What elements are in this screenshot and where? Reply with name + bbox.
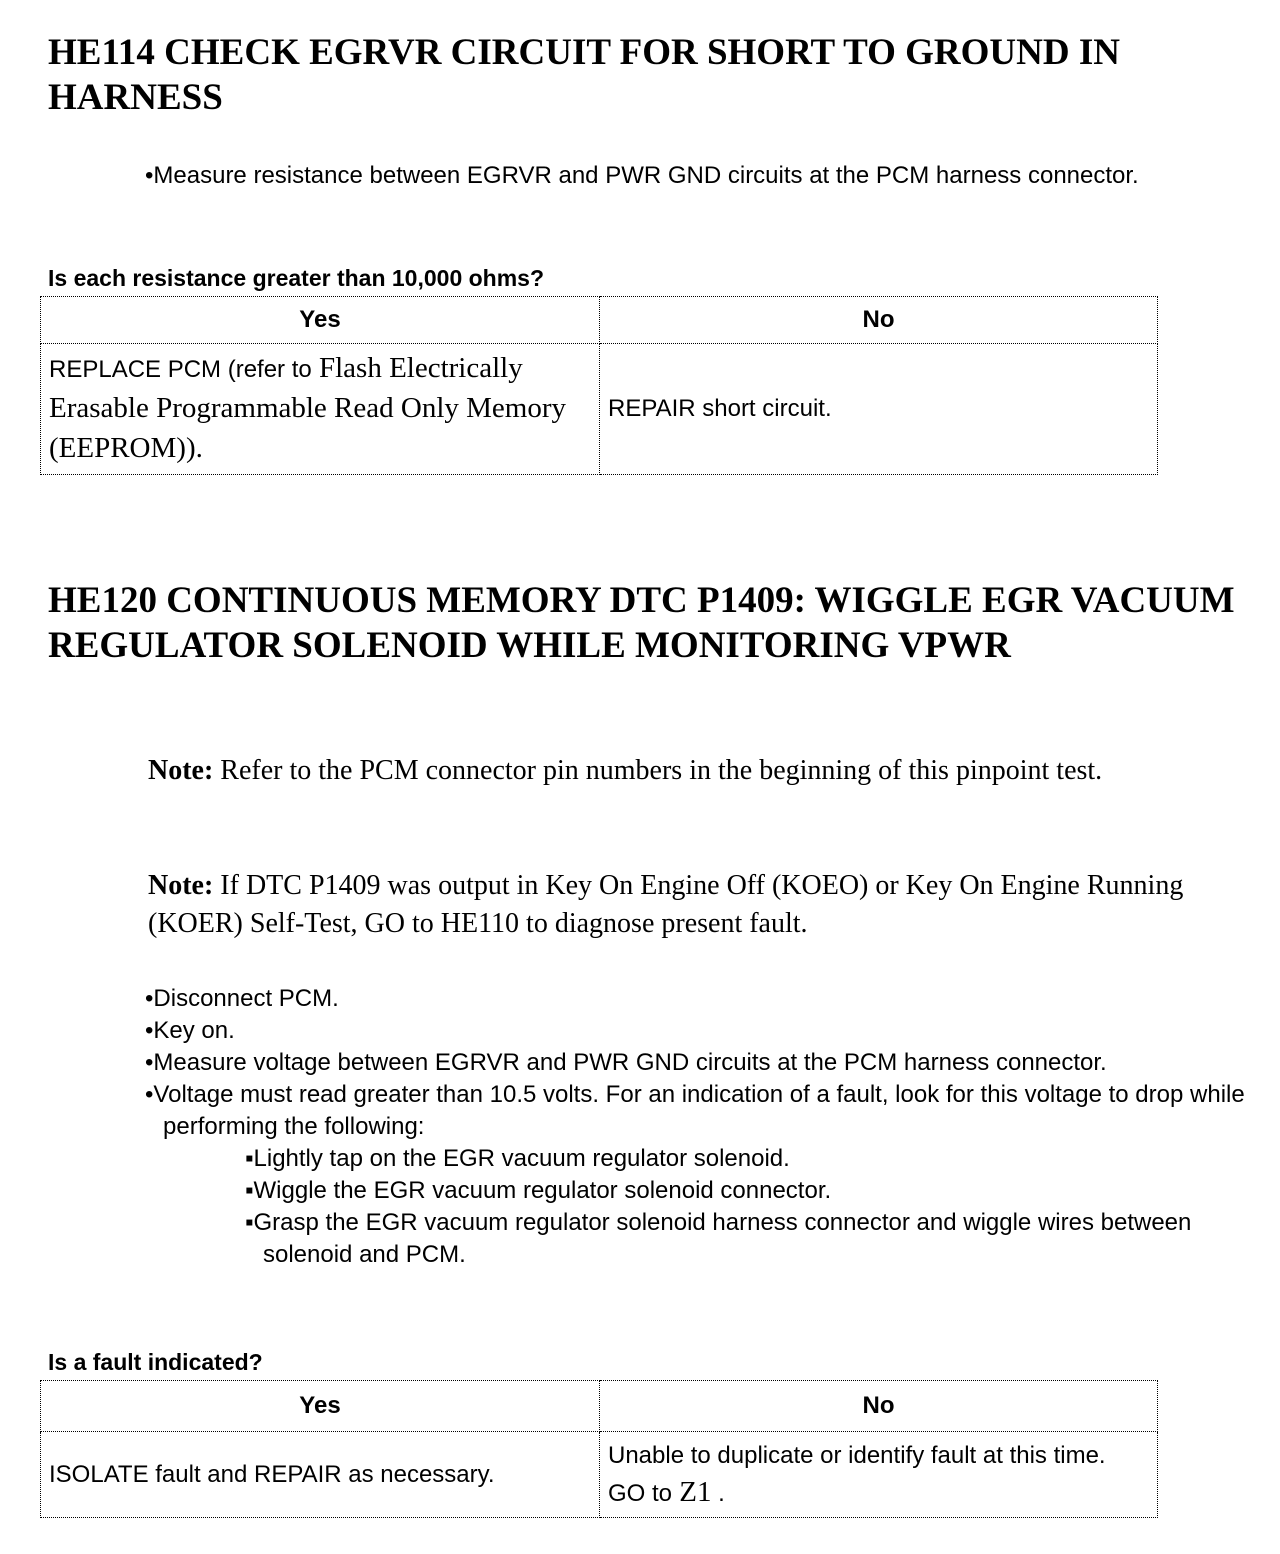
no-cell <box>600 1432 1158 1518</box>
z1-link[interactable]: Z1 <box>672 1476 712 1508</box>
step-list <box>130 983 1260 1271</box>
yes-text: REPLACE PCM (refer to <box>49 356 312 383</box>
step-text: Measure resistance between EGRVR and PWR GND circuits at the PCM harness connector. <box>153 162 1139 189</box>
substep-text: Wiggle the EGR vacuum regulator solenoid connector. <box>253 1177 832 1204</box>
no-header: No <box>600 1381 1158 1432</box>
note-label: Note: <box>148 870 214 901</box>
note <box>148 752 1238 790</box>
note <box>148 867 1238 943</box>
note-text: If DTC P1409 was output in Key On Engine Off (KOEO) or Key On Engine Running (KOER) Self-Test, GO to HE110 to diagnose present fault. <box>148 870 1184 939</box>
step-text: Voltage must read greater than 10.5 volts. For an indication of a fault, look for this voltage to drop while performing the following: <box>153 1081 1245 1140</box>
list-item: •Disconnect PCM. <box>145 985 339 1012</box>
section-title: HE120 CONTINUOUS MEMORY DTC P1409: WIGGLE EGR VACUUM REGULATOR SOLENOID WHILE MONITORING VPWR <box>48 580 1235 666</box>
eeprom-link[interactable]: Flash Electrically Erasable Programmable Read Only Memory (EEPROM)). <box>49 352 567 464</box>
section-title: HE114 CHECK EGRVR CIRCUIT FOR SHORT TO GROUND IN HARNESS <box>48 32 1120 118</box>
no-text-end: . <box>711 1480 725 1507</box>
yes-cell <box>41 344 600 475</box>
list-item: ▪Grasp the EGR vacuum regulator solenoid harness connector and wiggle wires between solenoid and PCM. <box>245 1209 1192 1268</box>
list-item: ▪Wiggle the EGR vacuum regulator solenoid connector. <box>245 1177 832 1204</box>
no-cell: REPAIR short circuit. <box>600 344 1158 475</box>
no-header: No <box>600 297 1158 344</box>
step-text: Disconnect PCM. <box>153 985 339 1012</box>
note-text: Refer to the PCM connector pin numbers in the beginning of this pinpoint test. <box>213 755 1103 786</box>
substep-text: Lightly tap on the EGR vacuum regulator solenoid. <box>253 1145 790 1172</box>
list-item: •Measure resistance between EGRVR and PWR GND circuits at the PCM harness connector. <box>145 162 1139 189</box>
yes-header: Yes <box>41 297 600 344</box>
note-label: Note: <box>148 755 214 786</box>
list-item: ▪Lightly tap on the EGR vacuum regulator solenoid. <box>245 1145 790 1172</box>
step-list <box>130 160 1170 192</box>
substep-text: Grasp the EGR vacuum regulator solenoid harness connector and wiggle wires between solenoid and PCM. <box>253 1209 1192 1268</box>
answer-table <box>40 296 1158 475</box>
list-item: •Key on. <box>145 1017 235 1044</box>
question: Is each resistance greater than 10,000 ohms? <box>48 265 545 291</box>
step-text: Measure voltage between EGRVR and PWR GND circuits at the PCM harness connector. <box>153 1049 1107 1076</box>
list-item: •Voltage must read greater than 10.5 volts. For an indication of a fault, look for this voltage to drop while performing the following: <box>145 1081 1245 1140</box>
yes-cell: ISOLATE fault and REPAIR as necessary. <box>41 1432 600 1518</box>
list-item: •Measure voltage between EGRVR and PWR GND circuits at the PCM harness connector. <box>145 1049 1107 1076</box>
substep-list <box>130 1143 1260 1271</box>
no-text: Unable to duplicate or identify fault at this time. GO to <box>608 1442 1106 1507</box>
question: Is a fault indicated? <box>48 1349 263 1375</box>
step-text: Key on. <box>153 1017 235 1044</box>
answer-table <box>40 1380 1158 1518</box>
yes-header: Yes <box>41 1381 600 1432</box>
